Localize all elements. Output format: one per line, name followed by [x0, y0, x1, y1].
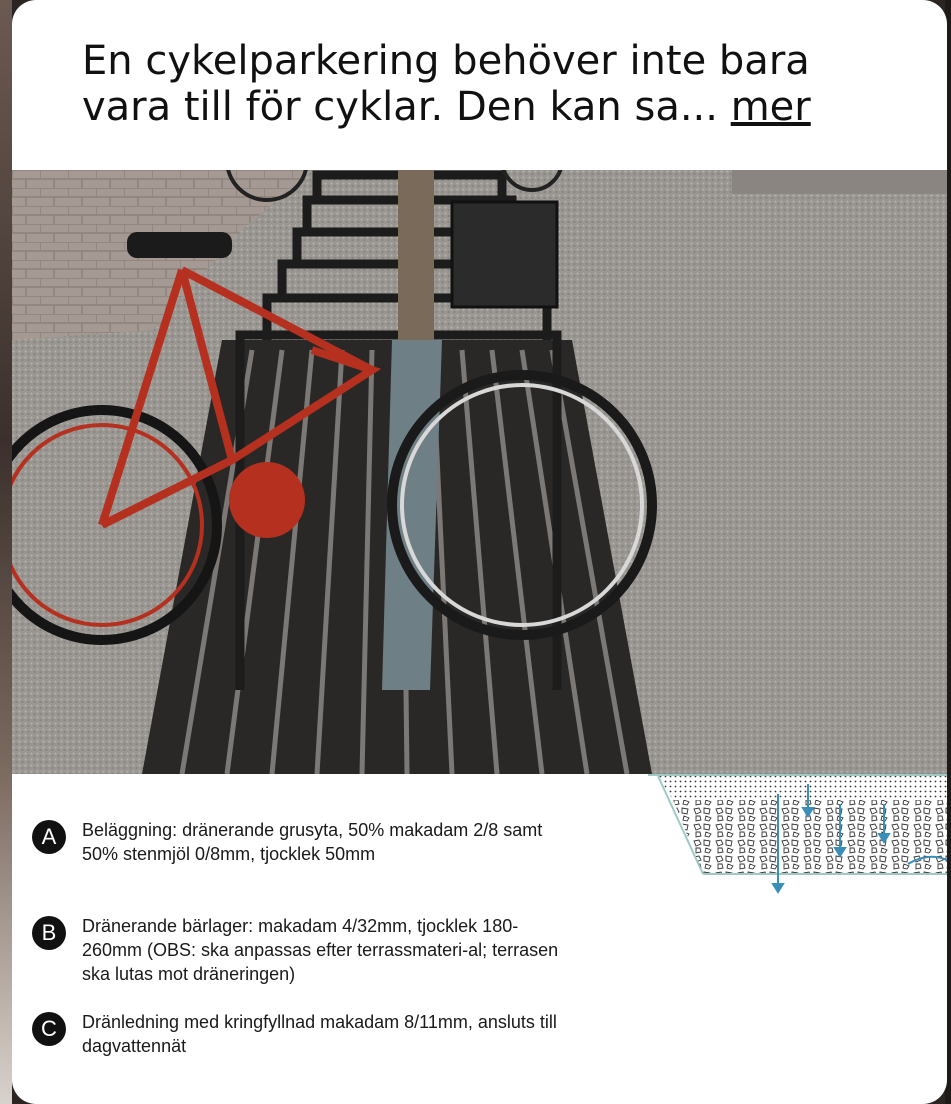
- bike-rack-photo[interactable]: [12, 170, 947, 774]
- drainage-cross-section: [648, 774, 947, 908]
- legend-text: Dränledning med kringfyllnad makadam 8/11mm, ansluts till dagvattennät: [82, 1012, 557, 1056]
- post-card[interactable]: [12, 0, 947, 1104]
- legend-item-b: [32, 914, 562, 986]
- post-caption: [82, 38, 902, 130]
- cross-section-illustration: [648, 774, 947, 904]
- legend-marker: C: [32, 1012, 66, 1046]
- photo-illustration: [12, 170, 947, 774]
- legend-item-c: [32, 1010, 562, 1058]
- legend-marker: B: [32, 916, 66, 950]
- backdrop-left: [0, 0, 12, 1104]
- legend-item-a: [32, 818, 562, 866]
- legend-marker: A: [32, 820, 66, 854]
- legend-text: Beläggning: dränerande grusyta, 50% makadam 2/8 samt 50% stenmjöl 0/8mm, tjocklek 50mm: [82, 820, 543, 864]
- more-link[interactable]: mer: [730, 84, 811, 130]
- legend-text: Dränerande bärlager: makadam 4/32mm, tjocklek 180-260mm (OBS: ska anpassas efter terrassmateri-al; terrasen ska lutas mot dräneringen): [82, 916, 559, 984]
- caption-text: En cykelparkering behöver inte bara vara till för cyklar. Den kan sa...: [82, 38, 810, 130]
